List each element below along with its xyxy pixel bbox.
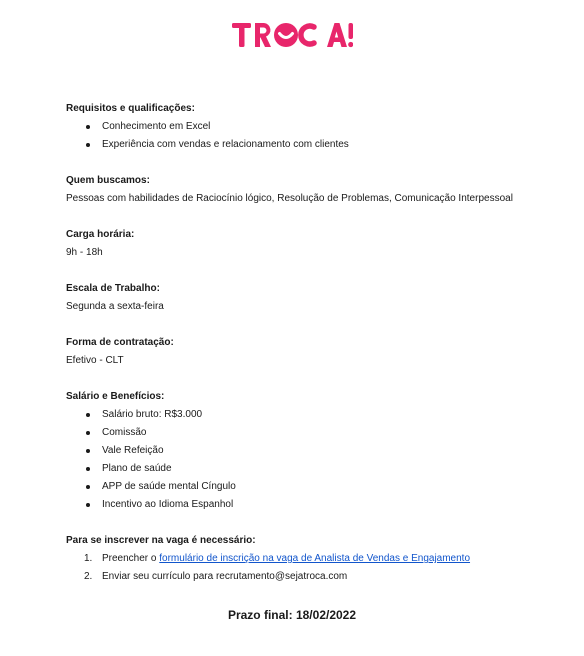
bullet-icon <box>86 431 90 435</box>
who-we-seek-section <box>66 172 566 208</box>
step-text: Enviar seu currículo para recrutamento@sejatroca.com <box>102 571 348 582</box>
contract-heading: Forma de contratação: <box>66 337 174 348</box>
list-item-text: Conhecimento em Excel <box>102 121 211 132</box>
step-number: 1. <box>84 553 93 564</box>
contract-text: Efetivo - CLT <box>66 355 124 366</box>
job-description <box>66 100 566 604</box>
list-item <box>66 478 566 496</box>
application-form-link[interactable]: formulário de inscrição na vaga de Analista de Vendas e Engajamento <box>159 553 471 564</box>
requirements-section <box>66 100 566 154</box>
troca-logo-icon <box>231 18 353 52</box>
schedule-text: Segunda a sexta-feira <box>66 301 164 312</box>
list-item <box>66 460 566 478</box>
list-item <box>66 136 566 154</box>
who-we-seek-text: Pessoas com habilidades de Raciocínio lógico, Resolução de Problemas, Comunicação Interpessoal <box>66 193 513 204</box>
requirements-heading: Requisitos e qualificações: <box>66 103 195 114</box>
list-item <box>66 496 566 514</box>
bullet-icon <box>86 449 90 453</box>
bullet-icon <box>86 143 90 147</box>
application-steps <box>66 550 566 586</box>
list-item-text: Plano de saúde <box>102 463 172 474</box>
list-item <box>66 442 566 460</box>
workload-text: 9h - 18h <box>66 247 103 258</box>
application-section <box>66 532 566 586</box>
workload-section <box>66 226 566 262</box>
application-heading: Para se inscrever na vaga é necessário: <box>66 535 256 546</box>
step-number: 2. <box>84 571 93 582</box>
bullet-icon <box>86 413 90 417</box>
bullet-icon <box>86 125 90 129</box>
list-item <box>66 424 566 442</box>
list-item-text: Salário bruto: R$3.000 <box>102 409 203 420</box>
contract-section <box>66 334 566 370</box>
bullet-icon <box>86 467 90 471</box>
who-we-seek-heading: Quem buscamos: <box>66 175 150 186</box>
list-item-text: Vale Refeição <box>102 445 164 456</box>
troca-logo <box>0 18 584 57</box>
list-item-text: Comissão <box>102 427 147 438</box>
workload-heading: Carga horária: <box>66 229 135 240</box>
list-item <box>66 118 566 136</box>
list-item-text: Experiência com vendas e relacionamento com clientes <box>102 139 349 150</box>
salary-benefits-heading: Salário e Benefícios: <box>66 391 165 402</box>
list-item <box>66 406 566 424</box>
list-item-text: APP de saúde mental Cíngulo <box>102 481 236 492</box>
list-item <box>66 550 566 568</box>
list-item <box>66 568 566 586</box>
list-item-text: Incentivo ao Idioma Espanhol <box>102 499 234 510</box>
bullet-icon <box>86 485 90 489</box>
schedule-heading: Escala de Trabalho: <box>66 283 160 294</box>
requirements-list <box>66 118 566 154</box>
deadline: Prazo final: 18/02/2022 <box>227 608 357 622</box>
schedule-section <box>66 280 566 316</box>
bullet-icon <box>86 503 90 507</box>
step-text: Preencher o <box>102 553 160 564</box>
salary-benefits-section <box>66 388 566 514</box>
benefits-list <box>66 406 566 514</box>
